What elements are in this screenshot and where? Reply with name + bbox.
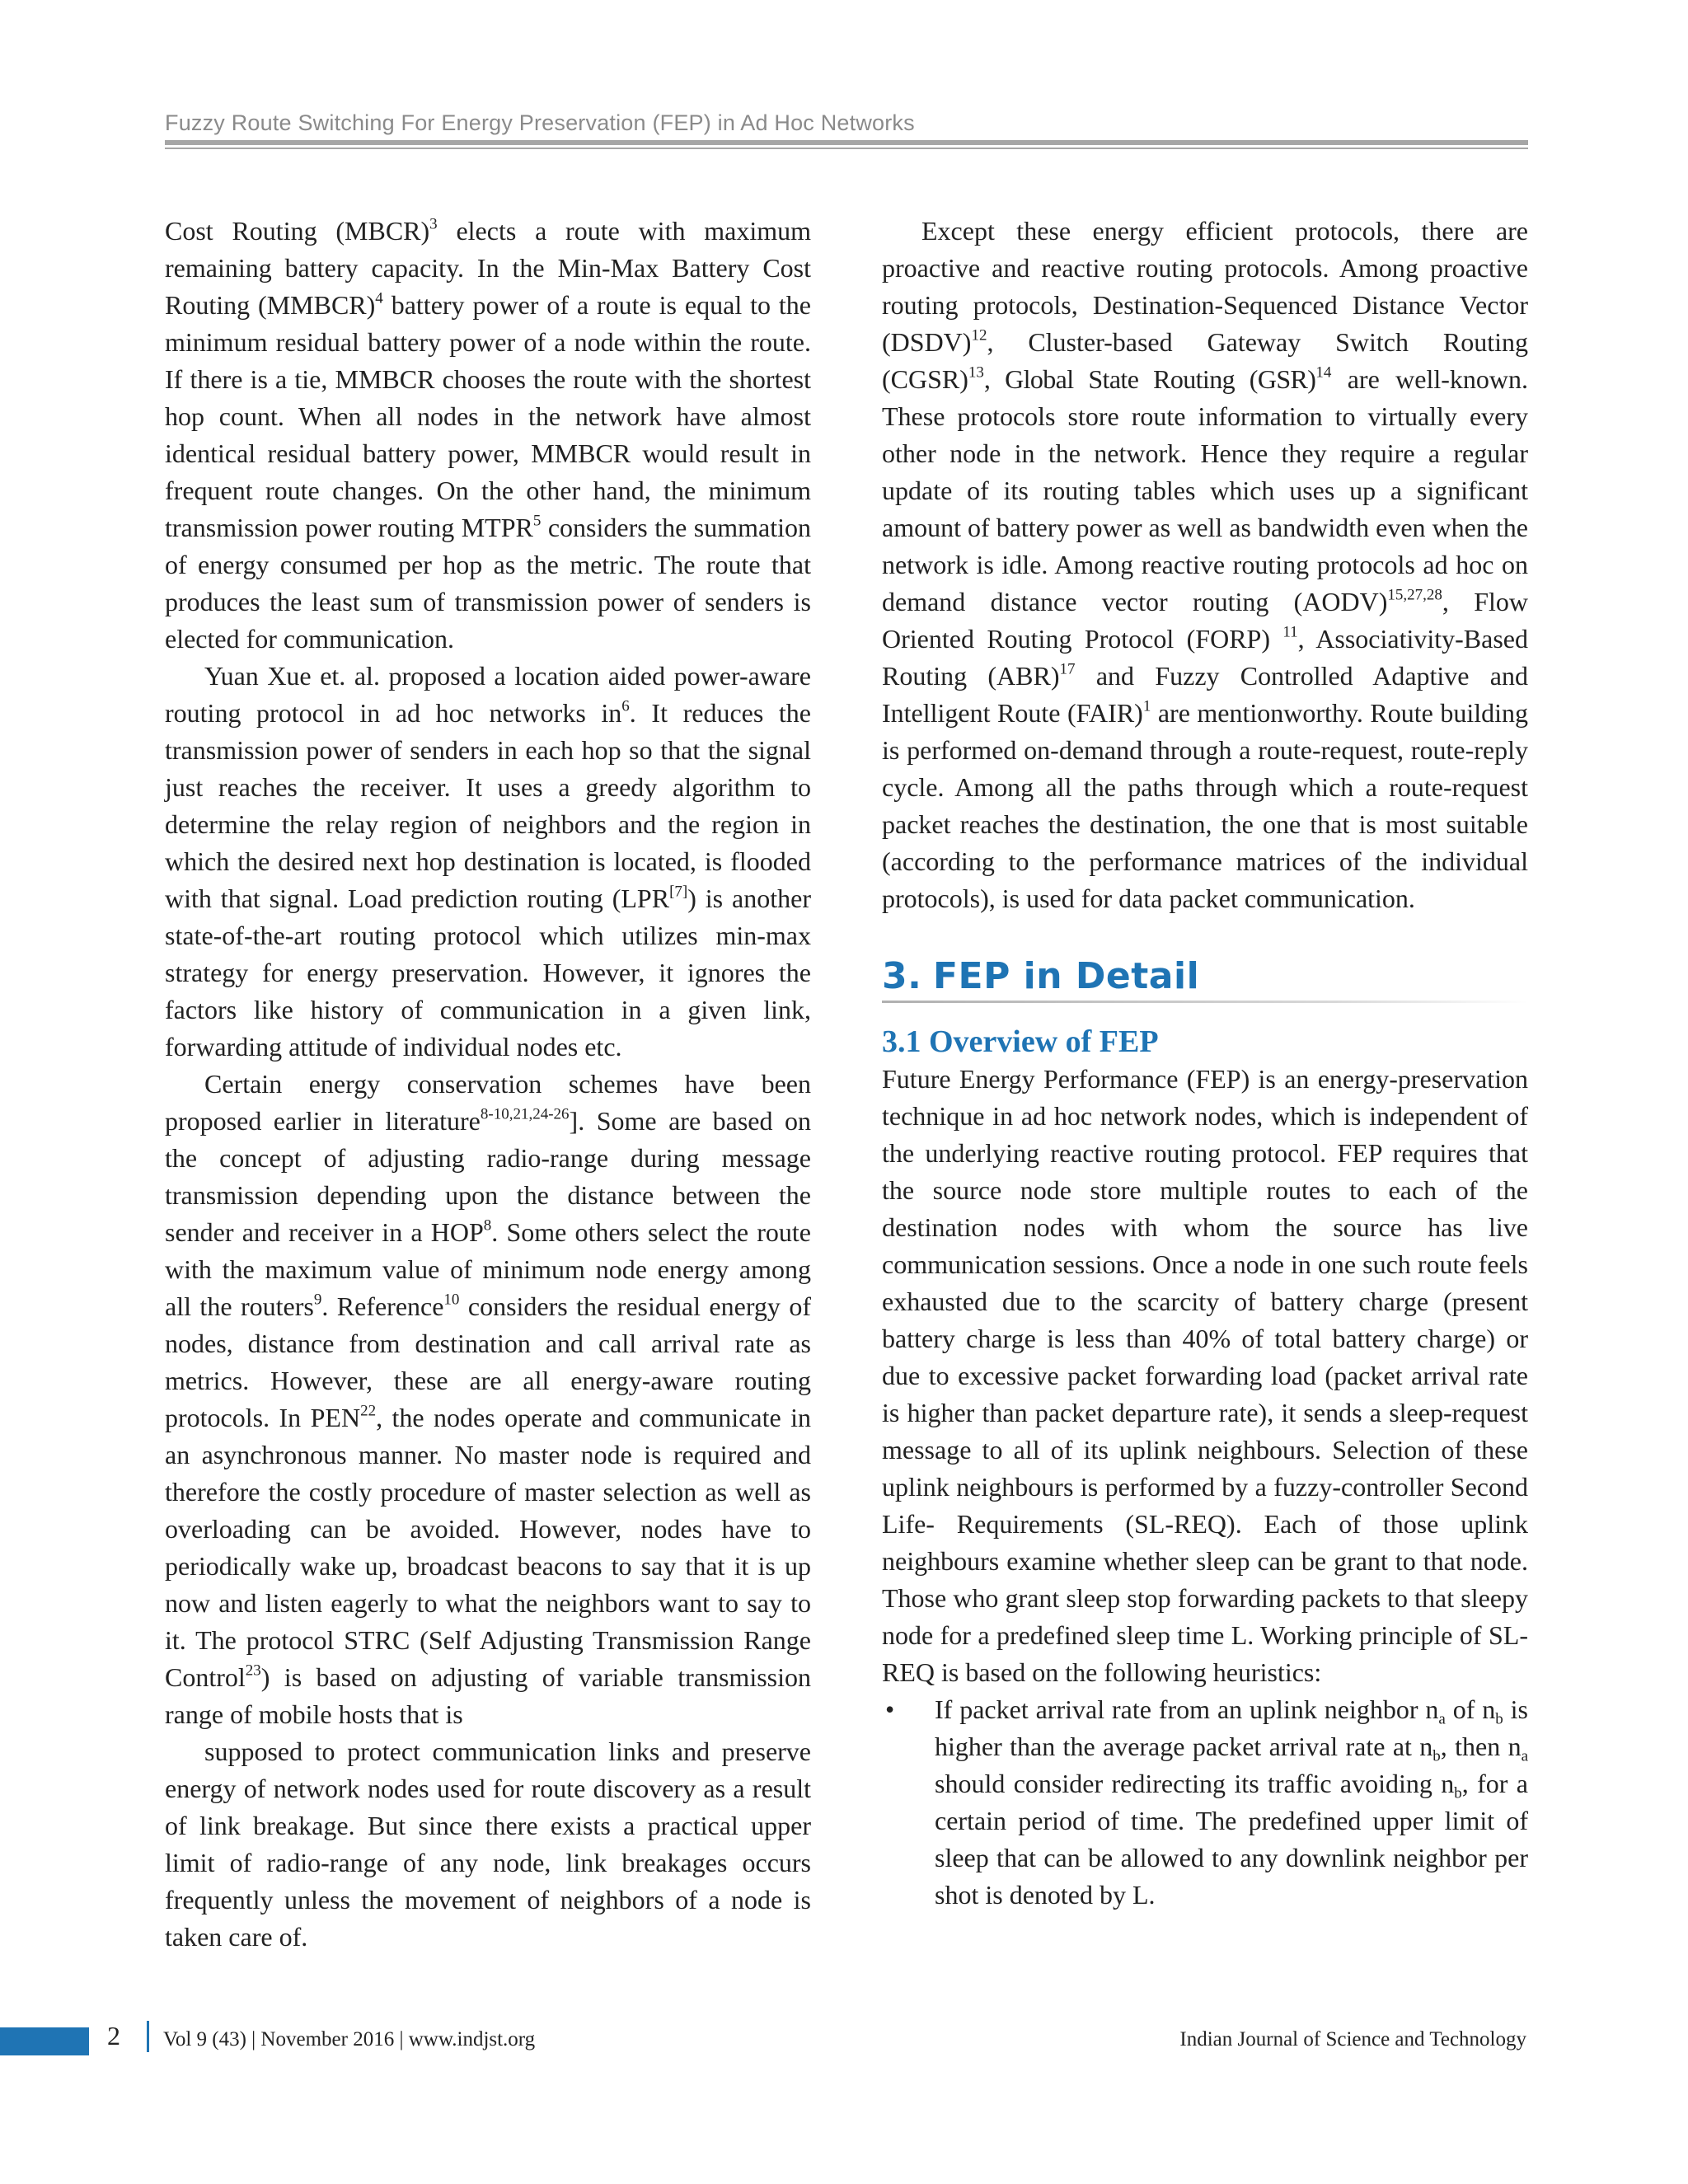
left-paragraph-4: supposed to protect communication links and preserve energy of network nodes used for route discovery as a result of link breakage. But since there exists a practical upper limit of radio-range of any node, link breakages occurs frequently unless the movement of neighbors of a node is taken care of. [165, 1736, 811, 1952]
bullet-item [882, 1691, 1528, 1914]
running-title: Fuzzy Route Switching For Energy Preservation (FEP) in Ad Hoc Networks [165, 110, 915, 135]
right-column [882, 213, 1528, 1914]
left-paragraph-2: Yuan Xue et. al. proposed a location aided power-aware routing protocol in ad hoc networks $in^6$. It reduces the transmission power of senders in each hop so that the signal just reaches the receiver. It uses a greedy algorithm to determine the relay region of neighbors and the region in which the desired next hop destination is located, is flooded with that signal. Load prediction routing (LPR[7]) is another state-of-the-art routing protocol which utilizes min-max strategy for energy preservation. However, it ignores the factors like history of communication in a given link, forwarding attitude of individual nodes etc. [165, 661, 812, 1062]
header-rule-thick [165, 140, 1528, 145]
header-rule-thin [165, 148, 1528, 149]
footer-accent-bar [0, 2027, 89, 2055]
footer-issue-info: Vol 9 (43) | November 2016 | www.indjst.org [163, 2028, 536, 2050]
section-title: FEP in Detail [933, 955, 1200, 997]
left-column [165, 213, 811, 1956]
footer-journal-name: Indian Journal of Science and Technology [1179, 2028, 1526, 2050]
bullet-text: If packet arrival rate from an uplink neighbor $n_a$ of $n_b$ is higher than the average packet arrival rate at $n_b$, then $n_a$ should consider redirecting its traffic avoiding $n_b$, for a certain period of time. The predefined upper limit of sleep that can be allowed to any downlink neighbor per shot is denoted by L. [935, 1694, 1529, 1910]
bullet-marker: • [885, 1694, 895, 1724]
footer-separator [147, 2021, 149, 2052]
subsection-heading: 3.1 Overview of FEP [882, 1024, 1159, 1059]
section-number: 3. [882, 955, 922, 997]
right-paragraph-2: Future Energy Performance (FEP) is an energy-preservation technique in ad hoc network nodes, which is independent of the underlying reactive routing protocol. FEP requires that the source node store multiple routes to each of the destination nodes with whom the source has live communication sessions. Once a node in one such route feels exhausted due to the scarcity of battery charge (present battery charge is less than 40% of total battery charge) or due to excessive packet forwarding load (packet arrival rate is higher than packet departure rate), it sends a sleep-request message to all of its uplink neighbours. Selection of these uplink neighbours is performed by a fuzzy-controller Second Life- Requirements (SL-REQ). Each of those uplink neighbours examine whether sleep can be grant to that node. Those who grant sleep stop forwarding packets to that sleepy node for a predefined sleep time L. Working principle of SL-REQ is based on the following heuristics: [882, 1064, 1528, 1687]
right-paragraph-1: Except these energy efficient protocols, there are proactive and reactive routing protocols. Among proactive routing protocols, Destination-Sequenced Distance Vector (DSDV)$^{12}$, Cluster-based Gateway Switch Routing (CGSR)$^{13}$, Global State Routing (GSR)$^{14}$ are well-known. These protocols store route information to virtually every other node in the network. Hence they require a regular update of its routing tables which uses up a significant amount of battery power as well as bandwidth even when the network is idle. Among reactive routing protocols ad hoc on demand distance vector routing (AODV)$^{15,27,28}$, Flow Oriented Routing Protocol (FORP) $^{11}$, Associativity-Based Routing (ABR)$^{17}$ and Fuzzy Controlled Adaptive and Intelligent Route (FAIR)$^1$ are mentionworthy. Route building is performed on-demand through a route-request, route-reply cycle. Among all the paths through which a route-request packet reaches the destination, the one that is most suitable (according to the performance matrices of the individual protocols), is used for data packet communication. [882, 216, 1529, 913]
left-paragraph-3: Certain energy conservation schemes have been proposed earlier in literature$^{8-10,21,24-26}$]. Some are based on the concept of adjusting radio-range during message transmission depending upon the distance between the sender and receiver in a HOP$^8$. Some others select the route with the maximum value of minimum node energy among all the routers$^9$. Reference$^{10}$ considers the residual energy of nodes, distance from destination and call arrival rate as metrics. However, these are all energy-aware routing protocols. In PEN$^{22}$, the nodes operate and communicate in an asynchronous manner. No master node is required and therefore the costly procedure of master selection as well as overloading can be avoided. However, nodes have to periodically wake up, broadcast beacons to say that it is up now and listen eagerly to what the neighbors want to say to it. The protocol STRC (Self Adjusting Transmission Range Control$^{23}$) is based on adjusting of variable transmission range of mobile hosts that is [165, 1069, 812, 1729]
section-rule [882, 1001, 1528, 1003]
section-heading [882, 955, 1528, 997]
page-number: 2 [107, 2021, 120, 2050]
left-paragraph-1: Cost Routing (MBCR)$^3$ elects a route with maximum remaining battery capacity. In the Min-Max Battery Cost Routing (MMBCR)$^4$ battery power of a route is equal to the minimum residual battery power of a node within the route. If there is a tie, MMBCR chooses the route with the shortest hop count. When all nodes in the network have almost identical residual battery power, MMBCR would result in frequent route changes. On the other hand, the minimum transmission power routing MTPR$^5$ considers the summation of energy consumed per hop as the metric. The route that produces the least sum of transmission power of senders is elected for communication. [165, 215, 812, 654]
